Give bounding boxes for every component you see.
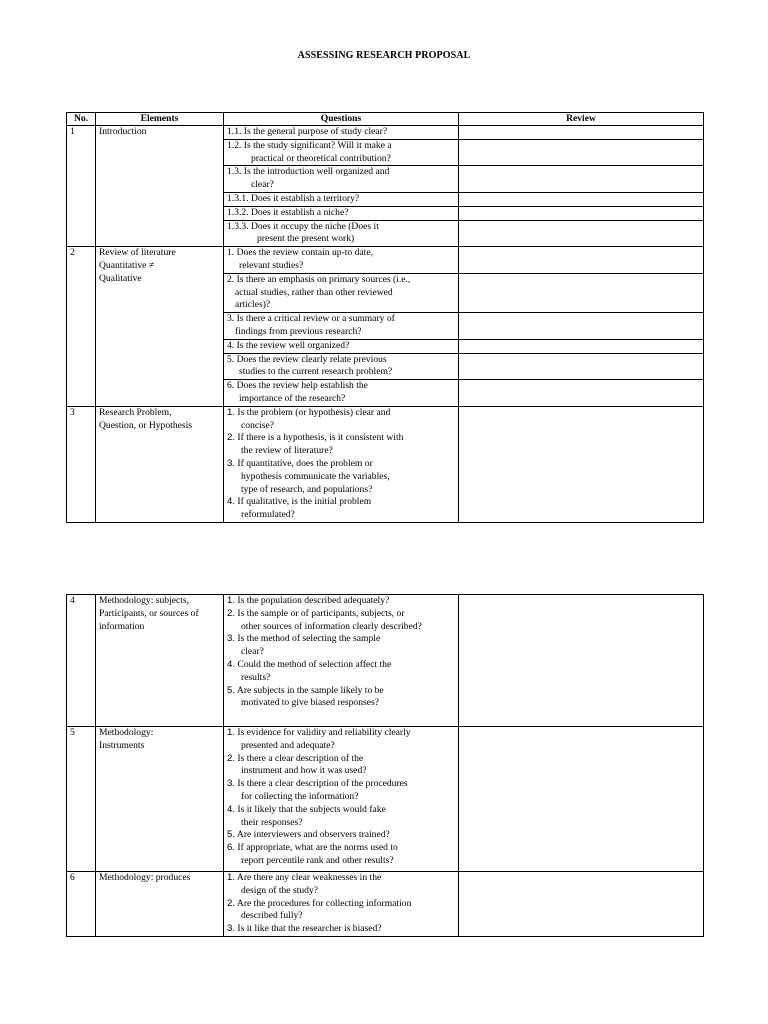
section-2-element <box>96 247 224 407</box>
list-item-cont: for collecting the information? <box>241 790 359 802</box>
question-text: 5. Does the review clearly relate previous <box>227 353 387 365</box>
list-number: 6. <box>227 842 236 854</box>
section-2-row-1 <box>67 247 704 274</box>
review-cell[interactable] <box>459 126 704 140</box>
list-number: 3. <box>227 923 236 935</box>
list-number: 5. <box>227 829 236 841</box>
section-1-row-1 <box>67 126 704 140</box>
section-5-row <box>67 727 704 872</box>
section-6-row <box>67 872 704 937</box>
header-row <box>67 113 704 126</box>
question-text: Are subjects in the sample likely to be <box>236 684 384 696</box>
question-cell <box>224 139 459 166</box>
list-number: 1. <box>227 727 236 738</box>
question-text: Is there a clear description of the procedures <box>237 778 408 790</box>
question-text: Is it likely that the subjects would fake <box>237 803 386 815</box>
list-item <box>227 753 456 766</box>
list-item <box>227 432 456 445</box>
question-text: 1.3.1. Does it establish a territory? <box>227 192 360 204</box>
question-text: If quantitative, does the problem or <box>237 457 373 469</box>
review-cell[interactable] <box>459 353 704 380</box>
question-cell <box>224 206 459 220</box>
question-text: Are the procedures for collecting information <box>236 897 412 909</box>
question-text: 1. Does the review contain up-to date, <box>227 247 373 259</box>
list-number: 1. <box>227 872 236 883</box>
question-text: If appropriate, what are the norms used to <box>237 842 398 854</box>
list-item <box>227 659 456 672</box>
question-text: 3. Is there a critical review or a summary of <box>227 313 395 325</box>
question-cell <box>224 406 459 522</box>
element-line: Quantitative ≠ <box>99 259 155 271</box>
list-item <box>227 496 456 509</box>
question-text: 2. Is there an emphasis on primary sources (i.e., <box>227 273 411 285</box>
list-number: 2. <box>227 432 236 444</box>
list-item-cont: hypothesis communicate the variables, <box>241 470 390 482</box>
list-item <box>227 842 456 855</box>
question-text: importance of the research? <box>239 392 346 404</box>
section-4-number: 4 <box>67 595 96 727</box>
list-item <box>227 872 456 885</box>
list-item <box>227 595 456 608</box>
question-text: 1.3.2. Does it establish a niche? <box>227 206 349 218</box>
question-text: Are interviewers and observers trained? <box>236 829 390 841</box>
question-cell <box>224 273 459 312</box>
element-line: Instruments <box>99 739 145 751</box>
section-3-number: 3 <box>67 406 96 522</box>
list-item <box>227 458 456 471</box>
question-list <box>227 872 456 936</box>
review-cell[interactable] <box>459 273 704 312</box>
element-line: information <box>99 620 145 632</box>
section-5-number: 5 <box>67 727 96 872</box>
list-item-cont: clear? <box>241 646 264 658</box>
question-text: relevant studies? <box>239 259 304 271</box>
list-item <box>227 633 456 646</box>
question-list <box>227 595 456 710</box>
list-item-cont: their responses? <box>241 816 303 828</box>
question-text: Is the problem (or hypothesis) clear and <box>237 406 391 418</box>
section-4-row <box>67 595 704 727</box>
list-number: 1. <box>227 595 236 606</box>
question-cell <box>224 313 459 340</box>
list-number: 2. <box>227 752 236 764</box>
list-item-cont: presented and adequate? <box>241 739 335 751</box>
question-text: If qualitative, is the initial problem <box>237 496 372 508</box>
question-cell <box>224 192 459 206</box>
question-text: findings from previous research? <box>235 325 362 337</box>
list-number: 3. <box>227 633 236 645</box>
list-item-cont: motivated to give biased responses? <box>241 697 380 709</box>
review-cell[interactable] <box>459 192 704 206</box>
question-text: If there is a hypothesis, is it consistent with <box>237 432 404 444</box>
question-text: Are there any clear weaknesses in the <box>236 872 382 883</box>
question-cell <box>224 166 459 193</box>
question-text: articles)? <box>235 299 271 311</box>
section-5-element <box>96 727 224 872</box>
element-line: Question, or Hypothesis <box>99 419 193 431</box>
question-text: Is the method of selecting the sample <box>237 633 381 645</box>
list-item-cont: results? <box>241 671 271 683</box>
list-item-cont: design of the study? <box>241 884 319 896</box>
question-text: Is there a clear description of the <box>237 752 364 764</box>
question-cell <box>224 220 459 247</box>
header-no: No. <box>67 113 96 126</box>
list-item-cont: instrument and how it was used? <box>241 765 367 777</box>
question-text: Is it like that the researcher is biased? <box>237 923 382 935</box>
question-cell <box>224 339 459 353</box>
list-number: 4. <box>227 803 236 815</box>
header-questions: Questions <box>224 113 459 126</box>
question-text: 1.2. Is the study significant? Will it make a <box>227 139 392 151</box>
list-number: 5. <box>227 684 236 696</box>
list-item <box>227 407 456 420</box>
question-text: Is the sample or of participants, subjects, or <box>237 607 405 619</box>
question-cell <box>224 727 459 872</box>
question-text: Is evidence for validity and reliability clearly <box>237 727 411 738</box>
section-2-number: 2 <box>67 247 96 407</box>
section-1-element <box>96 126 224 247</box>
question-text: 1.3. Is the introduction well organized and <box>227 166 390 178</box>
element-line: Participants, or sources of <box>99 607 199 619</box>
review-cell[interactable] <box>459 727 704 872</box>
list-item <box>227 685 456 698</box>
section-1-number: 1 <box>67 126 96 247</box>
list-item-cont: type of research, and populations? <box>241 483 373 495</box>
element-line: Methodology: subjects, <box>99 595 190 606</box>
question-text: studies to the current research problem? <box>239 366 393 378</box>
question-text: practical or theoretical contribution? <box>251 152 391 164</box>
question-text: Could the method of selection affect the <box>237 658 392 670</box>
page-title: ASSESSING RESEARCH PROPOSAL <box>297 50 471 61</box>
review-cell[interactable] <box>459 339 704 353</box>
question-text: 6. Does the review help establish the <box>227 380 368 392</box>
list-item <box>227 804 456 817</box>
question-text: clear? <box>251 179 274 191</box>
list-item-cont: concise? <box>241 419 275 431</box>
element-line: Research Problem, <box>99 406 172 418</box>
list-number: 2. <box>227 897 236 909</box>
review-cell[interactable] <box>459 247 704 274</box>
question-text: 1.1. Is the general purpose of study clear? <box>227 126 388 137</box>
section-3-element <box>96 406 224 522</box>
question-cell <box>224 872 459 937</box>
review-cell[interactable] <box>459 220 704 247</box>
list-item <box>227 608 456 621</box>
review-cell[interactable] <box>459 595 704 727</box>
list-number: 3. <box>227 778 236 790</box>
question-text: Is the population described adequately? <box>237 595 390 606</box>
review-cell[interactable] <box>459 380 704 407</box>
header-elements: Elements <box>96 113 224 126</box>
list-item <box>227 923 456 936</box>
list-item <box>227 727 456 740</box>
question-cell <box>224 380 459 407</box>
list-item <box>227 898 456 911</box>
section-4-element <box>96 595 224 727</box>
question-list <box>227 727 456 868</box>
question-text: 1.3.3. Does it occupy the niche (Does it <box>227 220 379 232</box>
question-text: 4. Is the review well organized? <box>227 339 350 351</box>
assessment-table-part-1 <box>66 112 704 523</box>
question-text: actual studies, rather than other reviewed <box>235 286 393 298</box>
element-line: Introduction <box>99 126 147 137</box>
review-cell[interactable] <box>459 166 704 193</box>
element-line: Methodology: <box>99 727 154 738</box>
question-cell <box>224 247 459 274</box>
list-number: 3. <box>227 457 236 469</box>
section-3-row <box>67 406 704 522</box>
element-line: Qualitative <box>99 272 142 284</box>
review-cell[interactable] <box>459 406 704 522</box>
section-6-element <box>96 872 224 937</box>
list-item-cont: report percentile rank and other results? <box>241 854 394 866</box>
list-item-cont: reformulated? <box>241 509 295 521</box>
question-text: present the present work) <box>257 233 355 245</box>
question-cell <box>224 595 459 727</box>
section-6-number: 6 <box>67 872 96 937</box>
list-number: 2. <box>227 607 236 619</box>
assessment-table-part-2 <box>66 594 704 937</box>
list-number: 4. <box>227 496 236 508</box>
element-line: Methodology: produces <box>99 872 191 883</box>
review-cell[interactable] <box>459 872 704 937</box>
list-number: 1. <box>227 406 236 418</box>
element-line: Review of literature <box>99 247 176 259</box>
review-cell[interactable] <box>459 313 704 340</box>
list-item-cont: the review of literature? <box>241 445 333 457</box>
review-cell[interactable] <box>459 139 704 166</box>
review-cell[interactable] <box>459 206 704 220</box>
list-item-cont: other sources of information clearly described? <box>241 620 422 632</box>
header-review: Review <box>459 113 704 126</box>
list-item <box>227 829 456 842</box>
list-item <box>227 778 456 791</box>
question-cell <box>224 126 459 140</box>
list-number: 4. <box>227 658 236 670</box>
list-item-cont: described fully? <box>241 910 303 922</box>
question-list <box>227 407 456 522</box>
question-cell <box>224 353 459 380</box>
